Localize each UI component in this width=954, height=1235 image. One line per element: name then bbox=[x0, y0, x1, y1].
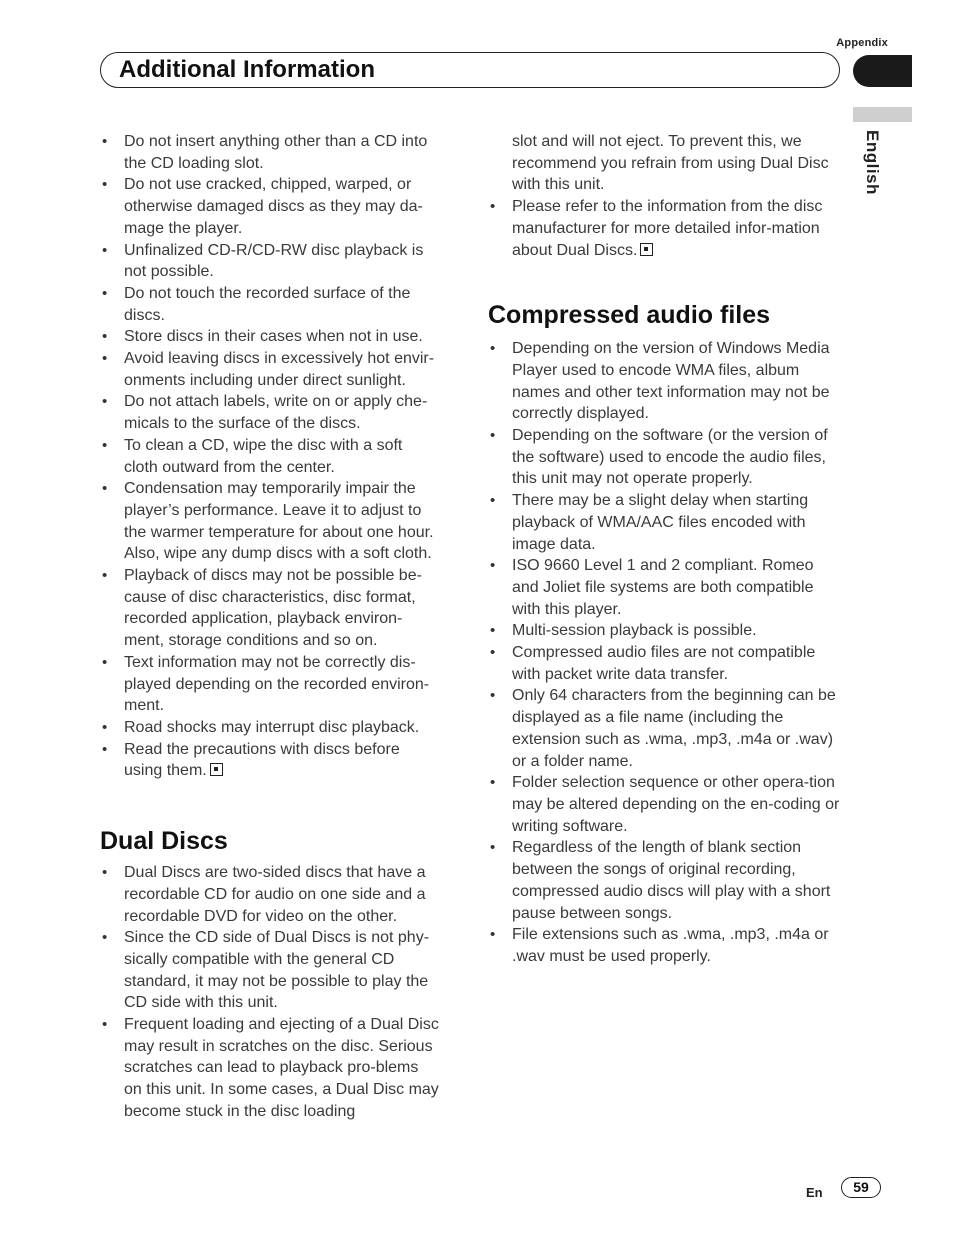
list-item: • Only 64 characters from the beginning can be displayed as a file name (including the extension such as .wma, .mp3, .m4a or .wav) or a folder name. bbox=[488, 685, 840, 772]
section-end-icon bbox=[210, 763, 223, 776]
left-column bbox=[100, 131, 440, 1123]
list-item: • Dual Discs are two-sided discs that have a recordable CD for audio on one side and a recordable DVD for video on the other. bbox=[100, 862, 440, 927]
dual-discs-list bbox=[100, 862, 440, 1122]
language-tab-marker bbox=[853, 107, 912, 122]
list-item: • Multi-session playback is possible. bbox=[488, 620, 840, 642]
section-header bbox=[100, 52, 840, 88]
list-item-text: Please refer to the information from the disc manufacturer for more detailed infor-mation about Dual Discs. bbox=[512, 198, 823, 259]
list-item: • Unfinalized CD-R/CD-RW disc playback is not possible. bbox=[100, 240, 440, 283]
list-item: • Since the CD side of Dual Discs is not phy-sically compatible with the general CD standard, it may not be possible to play the CD side with this unit. bbox=[100, 927, 440, 1014]
page-number: 59 bbox=[841, 1177, 881, 1198]
compressed-audio-list bbox=[488, 338, 840, 967]
list-item: • Do not attach labels, write on or apply che-micals to the surface of the discs. bbox=[100, 391, 440, 434]
appendix-label: Appendix bbox=[836, 37, 888, 49]
list-item bbox=[488, 196, 840, 261]
list-item-continuation: slot and will not eject. To prevent this, we recommend you refrain from using Dual Disc with this unit. bbox=[512, 133, 829, 194]
dual-discs-list-continued bbox=[488, 131, 840, 261]
list-item-text: Read the precautions with discs before using them. bbox=[124, 740, 400, 780]
disc-precautions-list bbox=[100, 131, 440, 782]
footer-language-code: En bbox=[806, 1185, 823, 1200]
list-item: • Avoid leaving discs in excessively hot envir-onments including under direct sunlight. bbox=[100, 348, 440, 391]
list-item: • To clean a CD, wipe the disc with a soft cloth outward from the center. bbox=[100, 435, 440, 478]
list-item: • Do not touch the recorded surface of the discs. bbox=[100, 283, 440, 326]
list-item: • Do not insert anything other than a CD into the CD loading slot. bbox=[100, 131, 440, 174]
list-item: • Regardless of the length of blank section between the songs of original recording, compressed audio discs will play with a short pause between songs. bbox=[488, 837, 840, 924]
list-item: • Frequent loading and ejecting of a Dual Disc may result in scratches on the disc. Serious scratches can lead to playback pro-blems on this unit. In some cases, a Dual Disc may become stuck in the disc loading bbox=[100, 1014, 440, 1123]
list-item: • Condensation may temporarily impair the player’s performance. Leave it to adjust to the warmer temperature for about one hour. Also, wipe any dump discs with a soft cloth. bbox=[100, 478, 440, 565]
list-item: • Depending on the software (or the version of the software) used to encode the audio files, this unit may not operate properly. bbox=[488, 425, 840, 490]
language-label: English bbox=[863, 130, 882, 195]
list-item: • There may be a slight delay when starting playback of WMA/AAC files encoded with image data. bbox=[488, 490, 840, 555]
list-item: • Folder selection sequence or other opera-tion may be altered depending on the en-coding or writing software. bbox=[488, 772, 840, 837]
right-column bbox=[488, 131, 840, 968]
list-item: • Store discs in their cases when not in use. bbox=[100, 326, 440, 348]
list-item: • Do not use cracked, chipped, warped, or otherwise damaged discs as they may da-mage the player. bbox=[100, 174, 440, 239]
section-end-icon bbox=[640, 243, 653, 256]
list-item: • Text information may not be correctly dis-played depending on the recorded environ-ment. bbox=[100, 652, 440, 717]
section-title: Additional Information bbox=[119, 56, 375, 83]
dual-discs-heading: Dual Discs bbox=[100, 827, 228, 856]
list-item: • Playback of discs may not be possible be-cause of disc characteristics, disc format, recorded application, playback environ-ment, storage conditions and so on. bbox=[100, 565, 440, 652]
compressed-audio-heading: Compressed audio files bbox=[488, 301, 771, 330]
list-item: • Compressed audio files are not compatible with packet write data transfer. bbox=[488, 642, 840, 685]
list-item bbox=[100, 739, 440, 782]
chapter-tab bbox=[853, 55, 912, 87]
list-item: • File extensions such as .wma, .mp3, .m4a or .wav must be used properly. bbox=[488, 924, 840, 967]
list-item: • Road shocks may interrupt disc playback. bbox=[100, 717, 440, 739]
list-item: • ISO 9660 Level 1 and 2 compliant. Romeo and Joliet file systems are both compatible with this player. bbox=[488, 555, 840, 620]
list-item: • Depending on the version of Windows Media Player used to encode WMA files, album names and other text information may not be correctly displayed. bbox=[488, 338, 840, 425]
